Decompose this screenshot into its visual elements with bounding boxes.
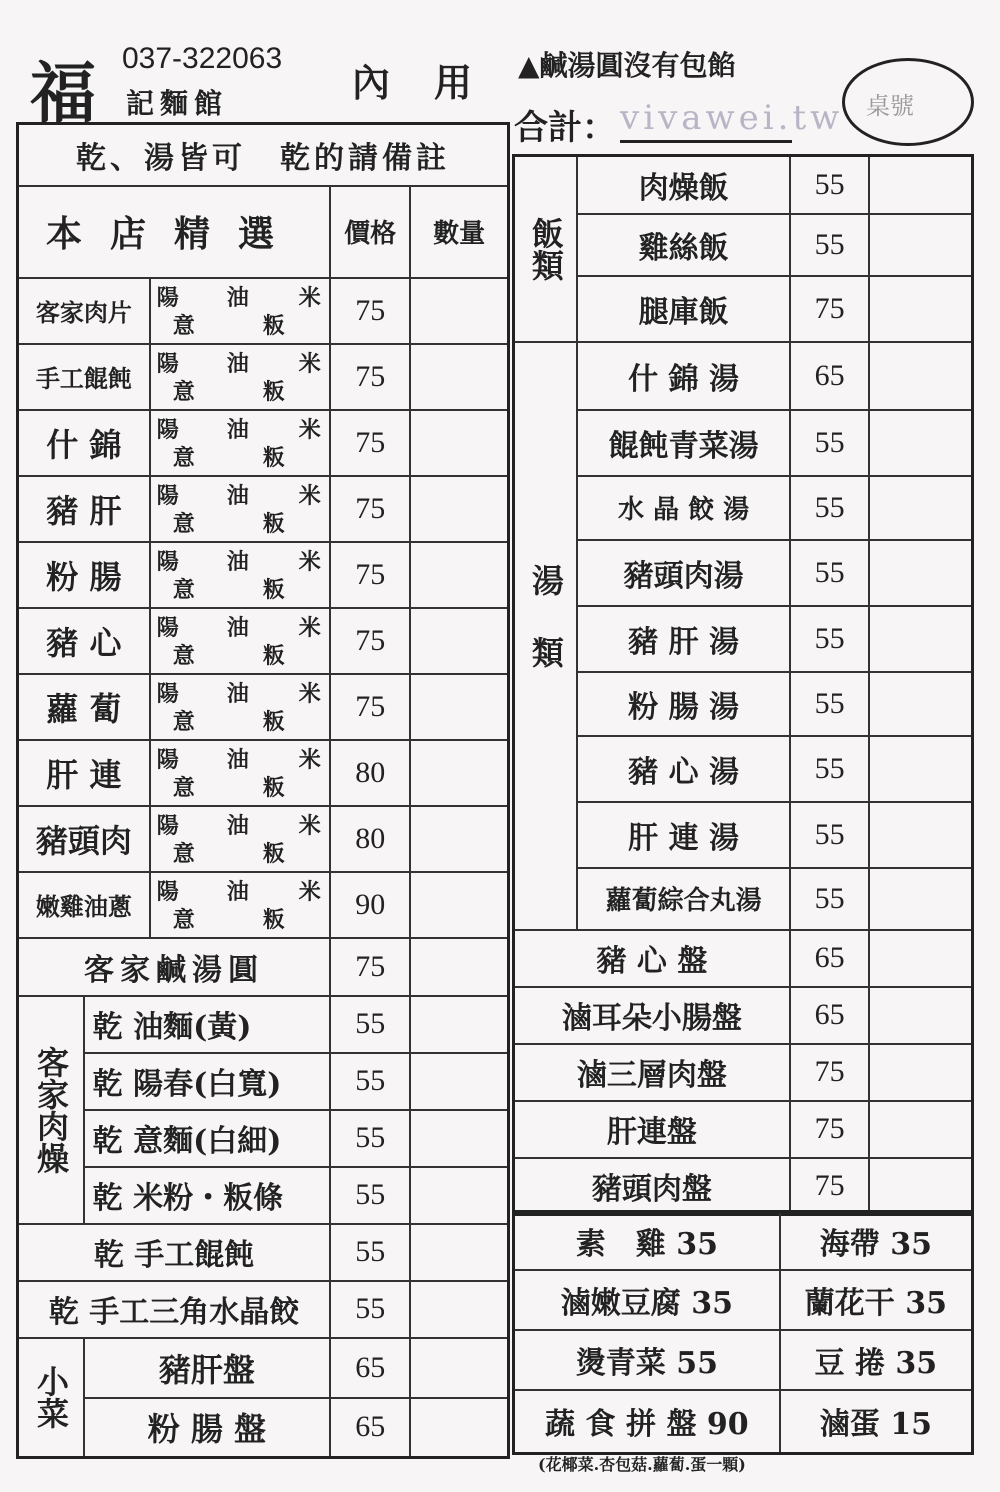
special-row [18, 806, 509, 872]
qty-cell[interactable] [869, 1158, 972, 1215]
special-item-price: 75 [330, 344, 410, 410]
logo-fu-character: 福 [30, 54, 96, 132]
qty-cell[interactable] [869, 276, 972, 342]
rice-item-price: 55 [790, 156, 870, 214]
soup-item-name: 粉 腸 湯 [577, 672, 789, 736]
plate-item-name: 豬 心 盤 [514, 930, 790, 987]
noodle-option[interactable]: 陽 [156, 482, 179, 509]
special-row [18, 608, 509, 674]
noodle-options-group [151, 345, 329, 409]
noodle-option[interactable]: 粄 [262, 642, 285, 669]
right-menu-table [512, 154, 974, 1216]
qty-cell[interactable] [869, 987, 972, 1044]
rice-item-price: 55 [790, 214, 870, 276]
soup-item-name: 肝 連 湯 [577, 802, 789, 868]
small-dishes-table [512, 1210, 974, 1455]
qty-cell[interactable] [869, 214, 972, 276]
plate-item-price: 75 [790, 1101, 870, 1158]
soup-item-price: 55 [790, 540, 870, 606]
special-item-name: 豬 肝 [18, 476, 150, 542]
noodle-option[interactable]: 意 [172, 444, 195, 471]
rouzao-item-price: 55 [330, 1167, 410, 1224]
qty-cell[interactable] [869, 342, 972, 410]
noodle-option[interactable]: 粄 [262, 444, 285, 471]
noodle-option[interactable]: 油 [226, 350, 249, 377]
noodle-options-group [151, 477, 329, 541]
noodle-option[interactable]: 意 [172, 840, 195, 867]
qty-cell[interactable] [410, 1110, 508, 1167]
plate-row [514, 1044, 973, 1101]
noodle-options-group [151, 411, 329, 475]
soup-row [514, 868, 973, 930]
rice-item-name: 腿庫飯 [577, 276, 789, 342]
qty-cell[interactable] [869, 802, 972, 868]
special-item-name: 手工餛飩 [18, 344, 150, 410]
qty-cell[interactable] [410, 674, 508, 740]
special-item-price: 75 [330, 410, 410, 476]
rouzao-label: 客家肉燥 [18, 996, 84, 1224]
rouzao-item-name: 乾 油麵(黃) [84, 996, 330, 1053]
noodle-option[interactable]: 陽 [156, 614, 179, 641]
soup-item-price: 55 [790, 410, 870, 476]
special-row [18, 872, 509, 938]
qty-cell[interactable] [410, 476, 508, 542]
side-dish-price: 65 [330, 1398, 410, 1458]
special-item-price: 75 [330, 278, 410, 344]
qty-cell[interactable] [410, 740, 508, 806]
noodle-option[interactable]: 油 [226, 614, 249, 641]
qty-cell[interactable] [410, 938, 508, 996]
qty-cell[interactable] [410, 542, 508, 608]
noodle-options-group [151, 609, 329, 673]
section-title: 本店精選 [18, 186, 331, 278]
qty-cell[interactable] [410, 278, 508, 344]
rouzao-item-name: 乾 陽春(白寬) [84, 1053, 330, 1110]
soup-row [514, 342, 973, 410]
noodle-option[interactable]: 米 [298, 746, 321, 773]
side-dish-name: 粉 腸 盤 [84, 1398, 330, 1458]
noodle-option[interactable]: 米 [298, 614, 321, 641]
rouzao-item-price: 55 [330, 996, 410, 1053]
plate-item-price: 65 [790, 930, 870, 987]
noodle-option[interactable]: 意 [172, 906, 195, 933]
noodle-option[interactable]: 油 [226, 878, 249, 905]
price-header: 價格 [330, 186, 410, 278]
qty-cell[interactable] [410, 410, 508, 476]
special-item-name: 客家肉片 [18, 278, 150, 344]
soup-label: 湯類 [514, 342, 578, 930]
noodle-option[interactable]: 意 [172, 774, 195, 801]
noodle-option[interactable]: 陽 [156, 284, 179, 311]
noodle-options-group [151, 807, 329, 871]
small-dish-a: 燙青菜 55 [514, 1330, 780, 1390]
noodle-option[interactable]: 粄 [262, 708, 285, 735]
small-dish-b: 豆 捲 35 [780, 1330, 973, 1390]
small-dish-b: 海帶 35 [780, 1212, 973, 1270]
soup-item-price: 55 [790, 736, 870, 802]
tangyuan-note: ▲鹹湯圓沒有包餡 [518, 49, 736, 82]
qty-cell[interactable] [410, 344, 508, 410]
small-dish-a: 滷嫩豆腐 35 [514, 1270, 780, 1330]
soup-item-name: 蘿蔔綜合丸湯 [577, 868, 789, 930]
plate-row [514, 1101, 973, 1158]
special-item-price: 75 [330, 674, 410, 740]
noodle-option[interactable]: 米 [298, 350, 321, 377]
soup-item-price: 55 [790, 868, 870, 930]
noodle-option[interactable]: 米 [298, 812, 321, 839]
total-input-line[interactable] [620, 140, 792, 143]
shop-name: 記麵館 [126, 87, 229, 120]
soup-item-price: 65 [790, 342, 870, 410]
qty-cell[interactable] [869, 1101, 972, 1158]
rice-item-price: 75 [790, 276, 870, 342]
noodle-option[interactable]: 米 [298, 878, 321, 905]
dry-soup-note: 乾、湯皆可 乾的請備註 [18, 124, 509, 186]
veg-platter-name: 蔬 食 拼 盤 90 [545, 1407, 749, 1443]
soup-item-price: 55 [790, 672, 870, 736]
special-item-name: 肝 連 [18, 740, 150, 806]
noodle-options[interactable] [150, 410, 330, 476]
dry-dumpling-name: 乾 手工三角水晶餃 [18, 1281, 331, 1338]
noodle-option[interactable]: 粄 [262, 774, 285, 801]
plate-item-name: 滷耳朵小腸盤 [514, 987, 790, 1044]
qty-cell[interactable] [869, 156, 972, 214]
noodle-option[interactable]: 陽 [156, 878, 179, 905]
plate-row [514, 930, 973, 987]
noodle-options-group [151, 741, 329, 805]
noodle-option[interactable]: 油 [226, 680, 249, 707]
special-row [18, 344, 509, 410]
noodle-option[interactable]: 意 [172, 708, 195, 735]
soup-row [514, 672, 973, 736]
noodle-options-group [151, 873, 329, 937]
noodle-options[interactable] [150, 806, 330, 872]
soup-item-name: 水 晶 餃 湯 [577, 476, 789, 540]
noodle-option[interactable]: 粄 [262, 840, 285, 867]
noodle-option[interactable]: 油 [226, 416, 249, 443]
soup-item-price: 55 [790, 606, 870, 672]
noodle-option[interactable]: 油 [226, 746, 249, 773]
noodle-options[interactable] [150, 476, 330, 542]
noodle-option[interactable]: 陽 [156, 746, 179, 773]
qty-cell[interactable] [869, 476, 972, 540]
special-item-price: 75 [330, 608, 410, 674]
special-item-price: 75 [330, 542, 410, 608]
special-row [18, 674, 509, 740]
noodle-option[interactable]: 陽 [156, 680, 179, 707]
special-item-name: 嫩雞油蔥 [18, 872, 150, 938]
soup-item-price: 55 [790, 802, 870, 868]
noodle-option[interactable]: 意 [172, 642, 195, 669]
noodle-options[interactable] [150, 542, 330, 608]
qty-cell[interactable] [869, 540, 972, 606]
special-row [18, 740, 509, 806]
qty-cell[interactable] [869, 672, 972, 736]
noodle-options[interactable] [150, 278, 330, 344]
special-item-name: 豬 心 [18, 608, 150, 674]
noodle-option[interactable]: 陽 [156, 350, 179, 377]
noodle-option[interactable]: 意 [172, 312, 195, 339]
qty-cell[interactable] [410, 872, 508, 938]
noodle-option[interactable]: 粄 [262, 576, 285, 603]
noodle-option[interactable]: 油 [226, 812, 249, 839]
qty-cell[interactable] [869, 410, 972, 476]
noodle-option[interactable]: 油 [226, 482, 249, 509]
soup-row [514, 606, 973, 672]
rice-label: 飯類 [514, 156, 578, 342]
veg-platter-cell [514, 1390, 780, 1454]
special-item-name: 什 錦 [18, 410, 150, 476]
special-item-price: 80 [330, 740, 410, 806]
soup-item-price: 55 [790, 476, 870, 540]
noodle-options-group [151, 675, 329, 739]
soup-item-name: 豬 肝 湯 [577, 606, 789, 672]
soup-row [514, 540, 973, 606]
qty-cell[interactable] [410, 608, 508, 674]
side-dish-label: 小菜 [18, 1338, 84, 1458]
plate-item-name: 肝連盤 [514, 1101, 790, 1158]
rouzao-item-name: 乾 米粉・粄條 [84, 1167, 330, 1224]
noodle-option[interactable]: 陽 [156, 812, 179, 839]
small-dish-b: 蘭花干 35 [780, 1270, 973, 1330]
side-dish-name: 豬肝盤 [84, 1338, 330, 1398]
noodle-option[interactable]: 米 [298, 482, 321, 509]
hakka-tangyuan-name: 客家鹹湯圓 [18, 938, 331, 996]
dine-in-title: 內用 [352, 60, 517, 105]
plate-item-price: 65 [790, 987, 870, 1044]
qty-cell[interactable] [410, 1167, 508, 1224]
noodle-options[interactable] [150, 608, 330, 674]
noodle-options-group [151, 279, 329, 343]
plate-row [514, 1158, 973, 1215]
plate-item-price: 75 [790, 1158, 870, 1215]
special-item-name: 蘿 蔔 [18, 674, 150, 740]
qty-cell[interactable] [869, 606, 972, 672]
special-item-name: 豬頭肉 [18, 806, 150, 872]
qty-cell[interactable] [410, 1281, 508, 1338]
rouzao-item-name: 乾 意麵(白細) [84, 1110, 330, 1167]
noodle-options[interactable] [150, 740, 330, 806]
hakka-tangyuan-price: 75 [330, 938, 410, 996]
qty-cell[interactable] [410, 996, 508, 1053]
noodle-option[interactable]: 粄 [262, 510, 285, 537]
soup-row [514, 802, 973, 868]
qty-cell[interactable] [869, 868, 972, 930]
noodle-option[interactable]: 米 [298, 284, 321, 311]
noodle-options[interactable] [150, 872, 330, 938]
qty-cell[interactable] [410, 1224, 508, 1281]
dry-wonton-price: 55 [330, 1224, 410, 1281]
rice-item-name: 肉燥飯 [577, 156, 789, 214]
qty-cell[interactable] [869, 930, 972, 987]
qty-cell[interactable] [410, 806, 508, 872]
noodle-option[interactable]: 意 [172, 510, 195, 537]
total-label: 合計： [514, 108, 616, 148]
small-dish-b: 滷蛋 15 [780, 1390, 973, 1454]
soup-item-name: 餛飩青菜湯 [577, 410, 789, 476]
side-dish-price: 65 [330, 1338, 410, 1398]
noodle-options-group [151, 543, 329, 607]
qty-cell[interactable] [869, 736, 972, 802]
watermark: vivawei.tw [620, 98, 844, 138]
qty-cell[interactable] [410, 1338, 508, 1398]
noodle-option[interactable]: 意 [172, 576, 195, 603]
quantity-header: 數量 [410, 186, 508, 278]
qty-cell[interactable] [869, 1044, 972, 1101]
soup-item-name: 什 錦 湯 [577, 342, 789, 410]
noodle-option[interactable]: 油 [226, 284, 249, 311]
noodle-option[interactable]: 米 [298, 416, 321, 443]
plate-row [514, 987, 973, 1044]
noodle-option[interactable]: 米 [298, 680, 321, 707]
small-dish-a: 素 雞 35 [514, 1212, 780, 1270]
noodle-option[interactable]: 意 [172, 378, 195, 405]
left-menu-table [16, 122, 510, 1459]
special-row [18, 410, 509, 476]
noodle-option[interactable]: 粄 [262, 312, 285, 339]
noodle-options[interactable] [150, 344, 330, 410]
rice-item-name: 雞絲飯 [577, 214, 789, 276]
special-row [18, 278, 509, 344]
soup-item-name: 豬 心 湯 [577, 736, 789, 802]
noodle-option[interactable]: 油 [226, 548, 249, 575]
noodle-option[interactable]: 粄 [262, 906, 285, 933]
dry-dumpling-price: 55 [330, 1281, 410, 1338]
soup-item-name: 豬頭肉湯 [577, 540, 789, 606]
noodle-option[interactable]: 陽 [156, 548, 179, 575]
plate-item-name: 滷三層肉盤 [514, 1044, 790, 1101]
soup-row [514, 410, 973, 476]
rouzao-item-price: 55 [330, 1053, 410, 1110]
special-item-price: 90 [330, 872, 410, 938]
rouzao-item-price: 55 [330, 1110, 410, 1167]
table-number-stamp-text: 桌號 [866, 92, 914, 120]
special-item-price: 75 [330, 476, 410, 542]
soup-row [514, 476, 973, 540]
phone-number: 037-322063 [122, 42, 283, 75]
noodle-option[interactable]: 陽 [156, 416, 179, 443]
noodle-options[interactable] [150, 674, 330, 740]
dry-wonton-name: 乾 手工餛飩 [18, 1224, 331, 1281]
special-row [18, 542, 509, 608]
qty-cell[interactable] [410, 1398, 508, 1458]
special-row [18, 476, 509, 542]
veg-platter-note: (花椰菜.杏包菇.蘿蔔.蛋一顆) [538, 1455, 746, 1474]
special-item-price: 80 [330, 806, 410, 872]
noodle-option[interactable]: 米 [298, 548, 321, 575]
qty-cell[interactable] [410, 1053, 508, 1110]
special-item-name: 粉 腸 [18, 542, 150, 608]
noodle-option[interactable]: 粄 [262, 378, 285, 405]
plate-item-name: 豬頭肉盤 [514, 1158, 790, 1215]
soup-row [514, 736, 973, 802]
plate-item-price: 75 [790, 1044, 870, 1101]
